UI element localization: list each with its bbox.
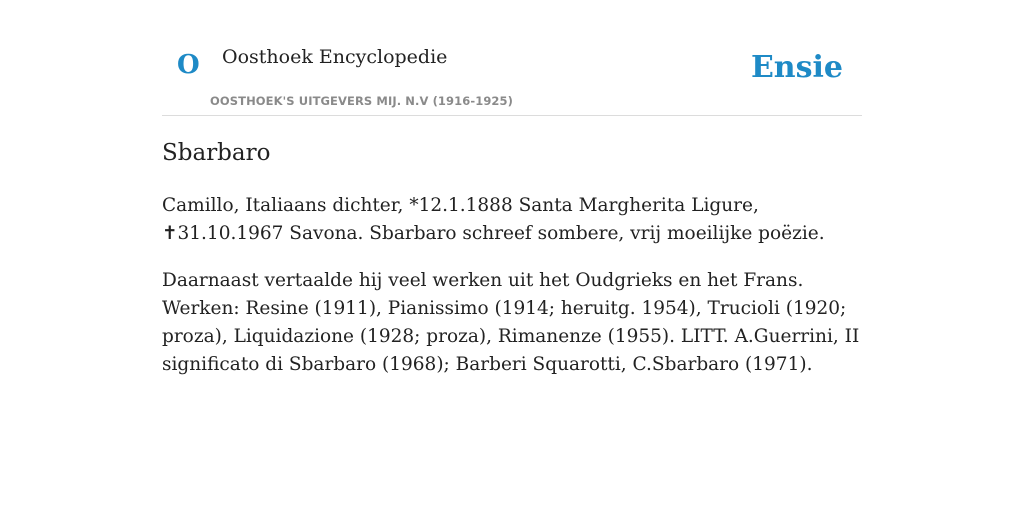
article-title: Sbarbaro <box>162 140 271 166</box>
article-paragraph: Daarnaast vertaalde hij veel werken uit het Oudgrieks en het Frans. Werken: Resine (1911), Pianissimo (1914; heruitg. 1954), Trucioli (1920; proza), Liquidazione (1928; proza), Rimanenze (1955). LITT. A.Guerrini, II significato di Sbarbaro (1968); Barberi Squarotti, C.Sbarbaro (1971). <box>162 270 860 375</box>
article-paragraph: Camillo, Italiaans dichter, *12.1.1888 Santa Margherita Ligure, ✝31.10.1967 Savona. Sbarbaro schreef sombere, vrij moeilijke poëzie. <box>162 195 825 244</box>
encyclopedia-logo[interactable]: O <box>177 50 200 80</box>
encyclopedia-header <box>162 0 862 116</box>
encyclopedia-title[interactable]: Oosthoek Encyclopedie <box>222 46 448 68</box>
ensie-brand-link[interactable]: Ensie <box>750 50 843 85</box>
publisher-subtitle: OOSTHOEK'S UITGEVERS MIJ. N.V (1916-1925) <box>210 94 513 108</box>
page-container <box>162 0 862 375</box>
article-body <box>162 192 862 398</box>
